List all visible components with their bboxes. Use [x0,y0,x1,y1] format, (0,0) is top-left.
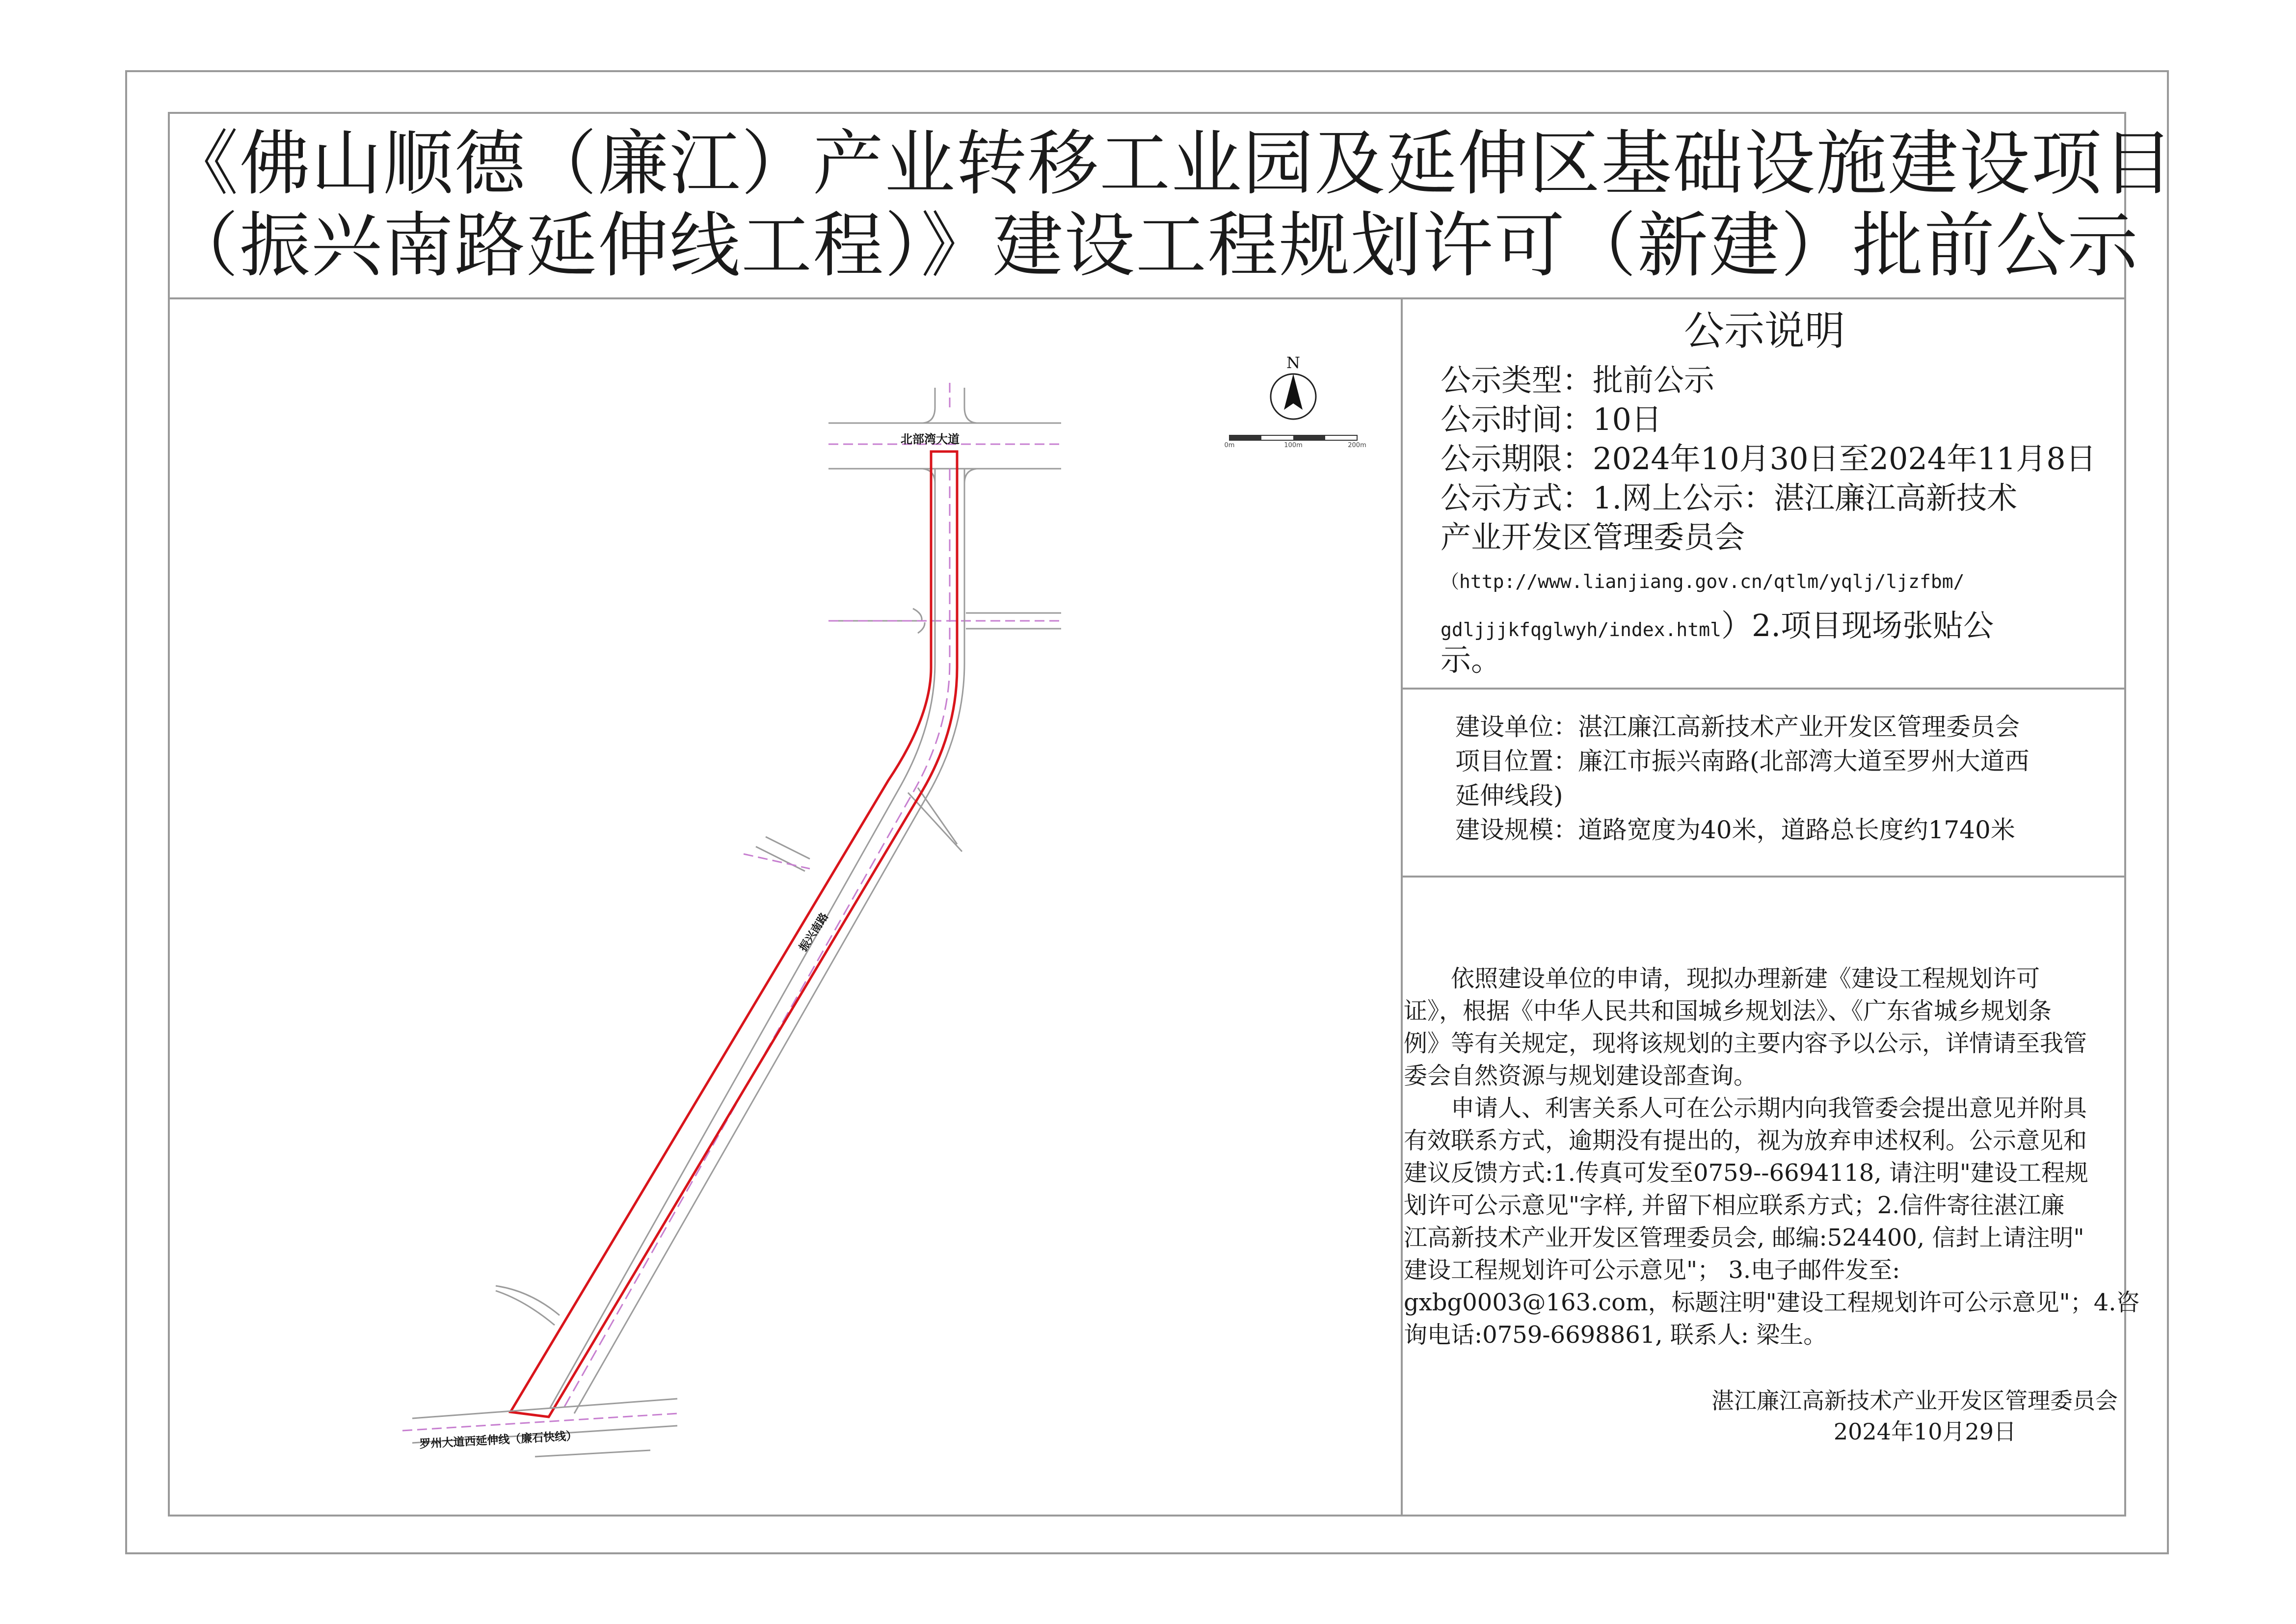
body-line: 有效联系方式，逾期没有提出的，视为放弃申述权利。公示意见和 [1404,1127,2087,1154]
road-label-south: 罗州大道西延伸线（廉石快线） [419,1430,578,1451]
north-arrow-icon [1284,374,1303,410]
notice-divider [1401,688,2126,690]
project-scale: 建设规模：道路宽度为40米，道路总长度约1740米 [1455,816,2015,844]
notice-type: 公示类型：批前公示 [1441,362,1715,398]
side-roads [496,788,962,1325]
scale-segment [1293,435,1325,440]
body-line: 建设工程规划许可公示意见"； 3.电子邮件发至: [1404,1256,1900,1284]
body-line: 申请人、利害关系人可在公示期内向我管委会提出意见并附具 [1404,1094,2087,1122]
body-line: gxbg0003@163.com，标题注明"建设工程规划许可公示意见"；4.咨 [1404,1289,2140,1316]
notice-url-line-1: （http://www.lianjiang.gov.cn/qtlm/yqlj/ljzfbm/ [1441,571,1965,592]
side-road-centerline [744,854,810,869]
scale-label: 100m [1284,442,1303,449]
body-line: 江高新技术产业开发区管理委员会, 邮编:524400, 信封上请注明" [1404,1224,2084,1251]
signature-date: 2024年10月29日 [1833,1418,2016,1445]
map-panel-divider [1401,297,1403,1517]
main-road-centerline [562,469,950,1411]
map-labels [419,432,960,1451]
road-label-north: 北部湾大道 [901,432,960,446]
body-line: 询电话:0759-6698861, 联系人: 梁生。 [1404,1321,1827,1349]
notice-title-line-2: （振兴南路延伸线工程）》建设工程规划许可（新建）批前公示 [168,204,2139,287]
north-label: N [1286,353,1300,372]
project-unit: 建设单位：湛江廉江高新技术产业开发区管理委员会 [1455,713,2020,741]
project-boundary [510,452,957,1417]
title-divider [168,297,2126,299]
notice-method: 公示方式：1.网上公示：湛江廉江高新技术 [1441,480,2018,516]
notice-period: 公示期限：2024年10月30日至2024年11月8日 [1441,441,2096,477]
scale-bar [1225,435,1366,449]
notice-title-line-1: 《佛山顺德（廉江）产业转移工业园及延伸区基础设施建设项目 [168,122,2175,205]
main-road-edges [550,469,964,1413]
signature-org: 湛江廉江高新技术产业开发区管理委员会 [1711,1387,2118,1414]
notice-duration: 公示时间：10日 [1441,401,1662,437]
project-location: 项目位置：廉江市振兴南路(北部湾大道至罗州大道西 [1455,747,2029,775]
project-divider [1401,876,2126,878]
notice-url-path: gdljjjkfqglwyh/index.html [1441,619,1721,640]
scale-segment [1229,435,1261,440]
project-location-cont: 延伸线段) [1455,781,1563,810]
north-arrow [1271,353,1316,419]
scale-label: 0m [1224,442,1235,449]
notice-method-end: 示。 [1441,642,1502,678]
scale-label: 200m [1348,442,1366,449]
body-line: 依照建设单位的申请，现拟办理新建《建设工程规划许可 [1404,965,2040,992]
body-line: 建议反馈方式:1.传真可发至0759--6694118, 请注明"建设工程规 [1404,1159,2088,1187]
project-site-map [170,303,1399,1515]
body-line: 划许可公示意见"字样, 并留下相应联系方式；2.信件寄往湛江廉 [1404,1192,2065,1219]
body-line: 证》，根据《中华人民共和国城乡规划法》、《广东省城乡规划条 [1404,997,2052,1025]
road-label-main: 振兴南路 [797,910,831,954]
body-line: 委会自然资源与规划建设部查询。 [1404,1062,1758,1090]
notice-method-onsite: ）2.项目现场张贴公 [1721,608,1994,643]
notice-url-line-2 [1441,606,1994,649]
body-line: 例》等有关规定，现将该规划的主要内容予以公示，详情请至我管 [1404,1030,2087,1057]
notice-heading: 公示说明 [1683,308,1845,354]
notice-method-org: 产业开发区管理委员会 [1441,519,1745,555]
